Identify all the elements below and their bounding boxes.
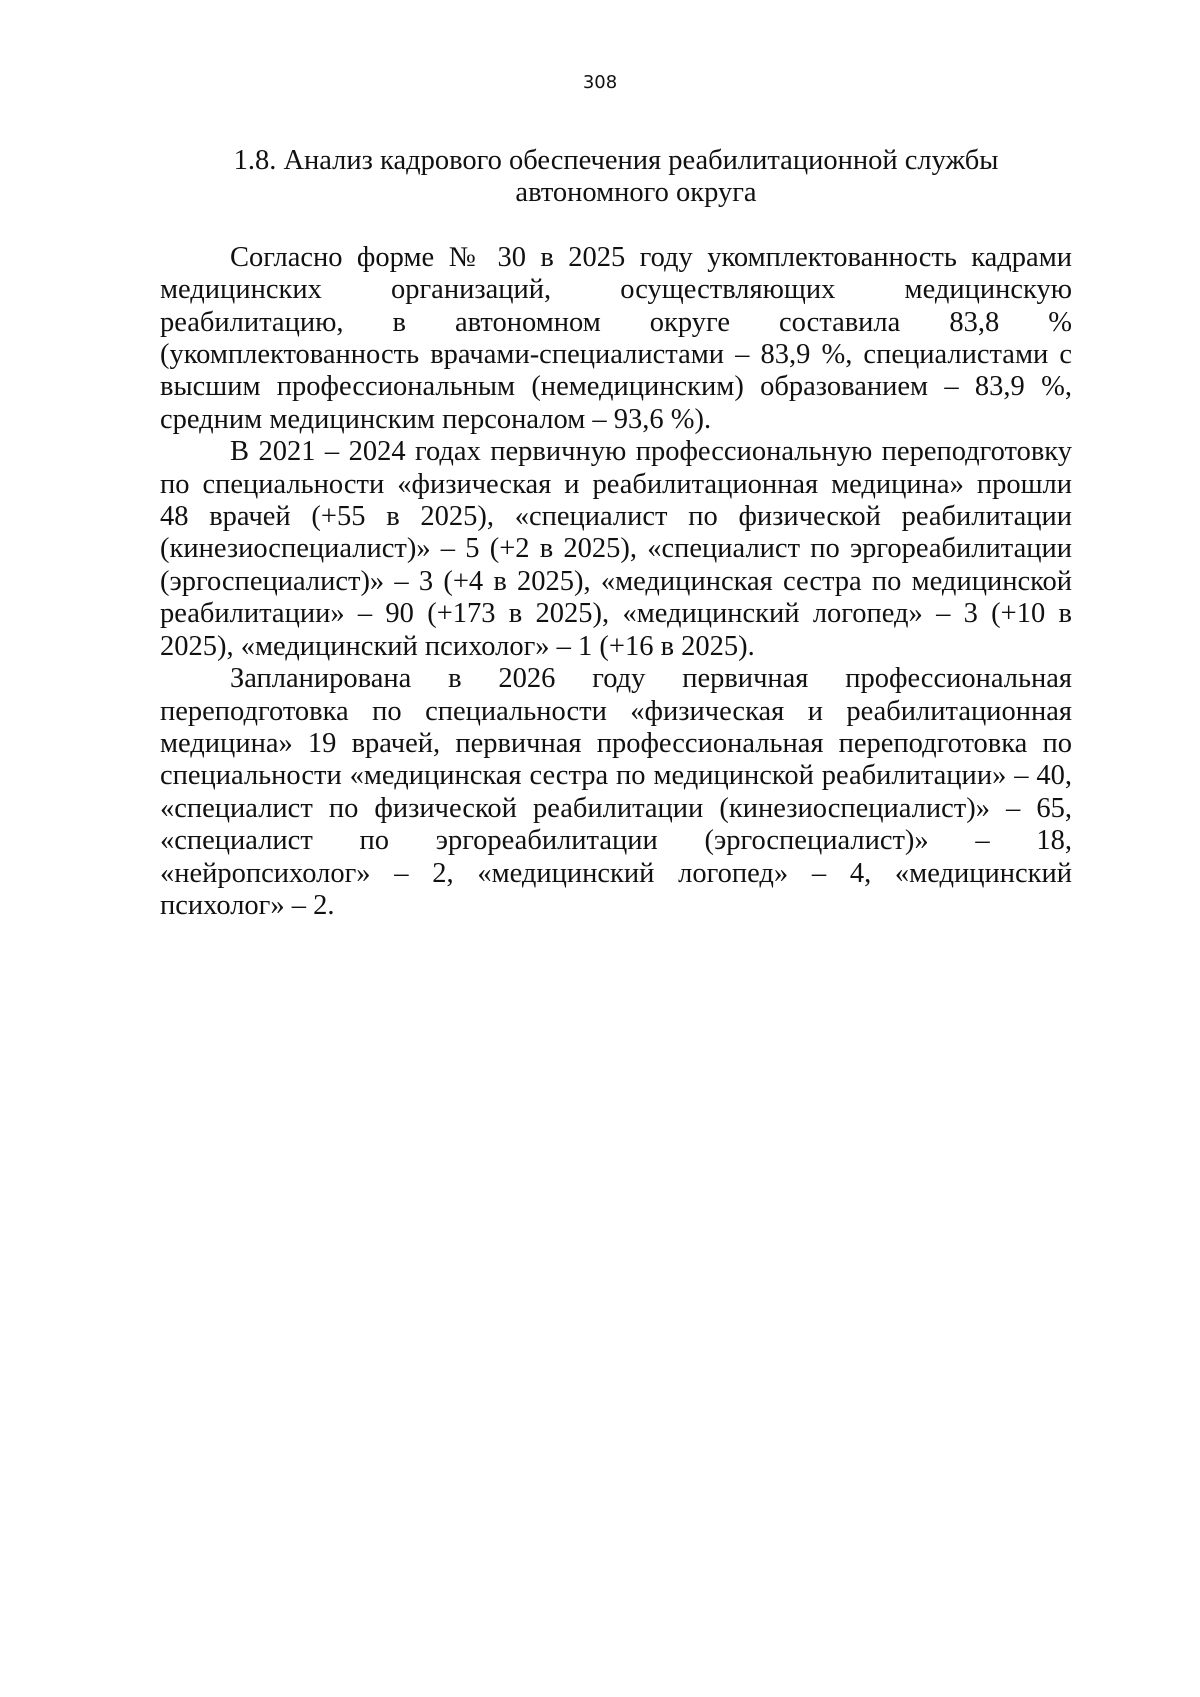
section-title-line-2: автономного округа (515, 177, 757, 209)
staffing-paragraph: Согласно форме № 30 в 2025 году укомплектованность кадрами медицинских организаций, осуществляющих медицинскую реабилитацию, в автономном округе составила 83,8 % (укомплектованность врачами-специалистами – 83,9 %, специалистами с высшим профессиональным (немедицинским) образованием – 83,9 %, средним медицинским персоналом – 93,6 %). (160, 241, 1072, 435)
retraining-planned-paragraph: Запланирована в 2026 году первичная профессиональная переподготовка по специальности «физическая и реабилитационная медицина» 19 врачей, первичная профессиональная переподготовка по специальности «медицинская сестра по медицинской реабилитации» – 40, «специалист по физической реабилитации (кинезиоспециалист)» – 65, «специалист по эргореабилитации (эргоспециалист)» – 18, «нейропсихолог» – 2, «медицинский логопед» – 4, «медицинский психолог» – 2. (160, 663, 1072, 921)
section-title-line-1: 1.8. Анализ кадрового обеспечения реабилитационной службы (233, 145, 999, 176)
document-body (160, 145, 1072, 922)
page-number: 308 (582, 72, 618, 93)
section-title (160, 145, 1072, 210)
retraining-completed-paragraph: В 2021 – 2024 годах первичную профессиональную переподготовку по специальности «физическая и реабилитационная медицина» прошли 48 врачей (+55 в 2025), «специалист по физической реабилитации (кинезиоспециалист)» – 5 (+2 в 2025), «специалист по эргореабилитации (эргоспециалист)» – 3 (+4 в 2025), «медицинская сестра по медицинской реабилитации» – 90 (+173 в 2025), «медицинский логопед» – 3 (+10 в 2025), «медицинский психолог» – 1 (+16 в 2025). (160, 436, 1072, 662)
